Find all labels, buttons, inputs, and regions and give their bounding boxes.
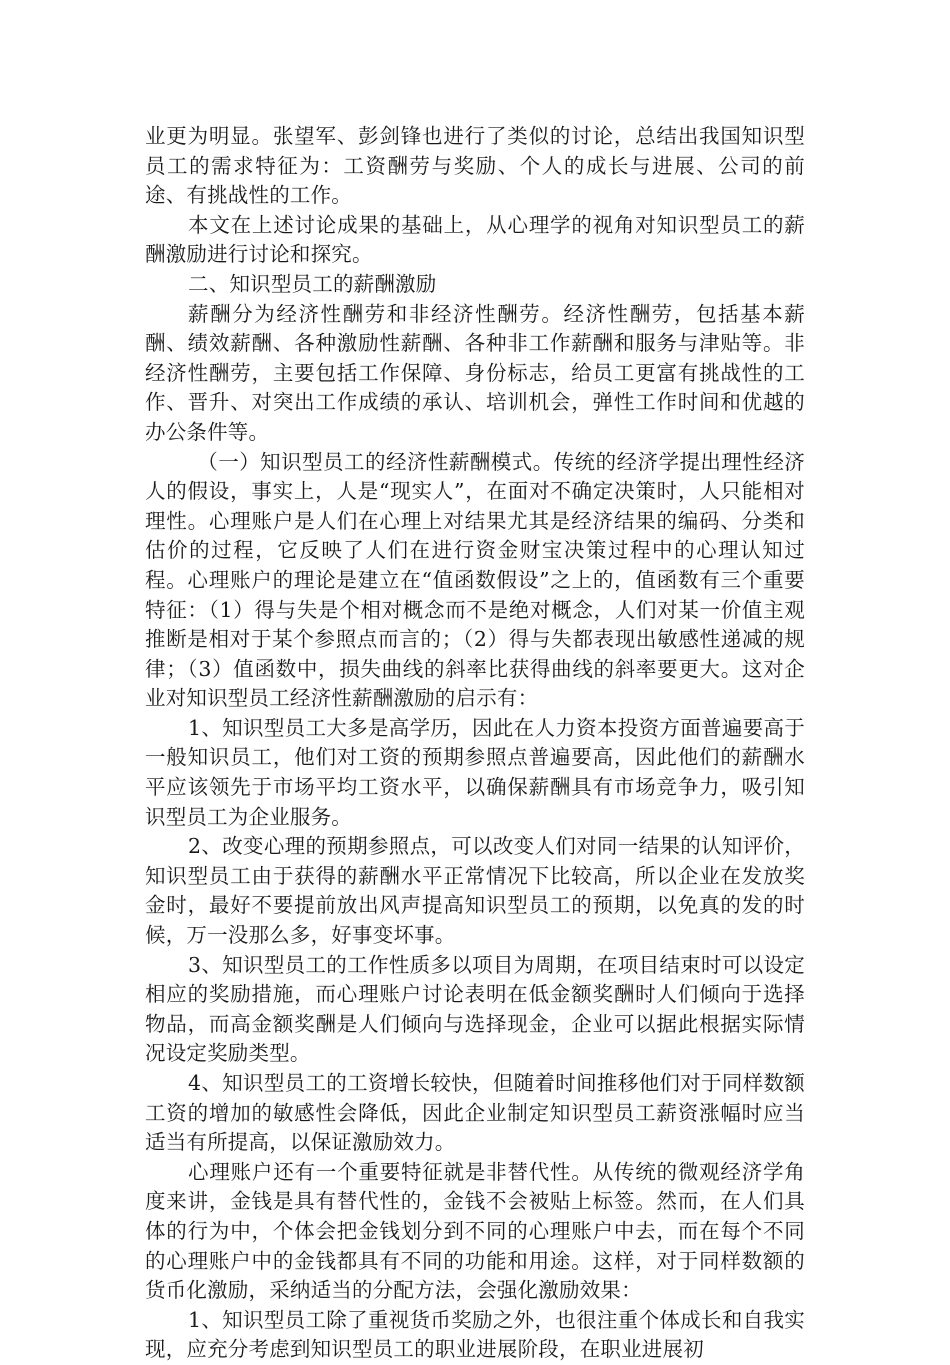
list-item-1-second: 1、知识型员工除了重视货币奖励之外，也很注重个体成长和自我实现，应充分考虑到知识型员工的职业进展阶段，在职业进展初 xyxy=(145,1307,805,1362)
list-item-4: 4、知识型员工的工资增长较快，但随着时间推移他们对于同样数额工资的增加的敏感性会降低，因此企业制定知识型员工薪资涨幅时应当适当有所提高，以保证激励效力。 xyxy=(145,1071,805,1155)
paragraph-economic-pay-model: （一）知识型员工的经济性薪酬模式。传统的经济学提出理性经济人的假设，事实上，人是“现实人”，在面对不确定决策时，人只能相对理性。心理账户是人们在心理上对结果尤其是经济结果的编码、分类和估价的过程，它反映了人们在进行资金财宝决策过程中的心理认知过程。心理账户的理论是建立在“值函数假设”之上的，值函数有三个重要特征：（1）得与失是个相对概念而不是绝对概念，人们对某一价值主观推断是相对于某个参照点而言的；（2）得与失都表现出敏感性递减的规律；（3）值函数中，损失曲线的斜率比获得曲线的斜率要更大。这对企业对知识型员工经济性薪酬激励的启示有： xyxy=(145,449,805,711)
paragraph-non-substitutability: 心理账户还有一个重要特征就是非替代性。从传统的微观经济学角度来讲，金钱是具有替代性的，金钱不会被贴上标签。然而，在人们具体的行为中，个体会把金钱划分到不同的心理账户中去，而在每个不同的心理账户中的金钱都具有不同的功能和用途。这样，对于同样数额的货币化激励，采纳适当的分配方法，会强化激励效果： xyxy=(145,1159,805,1303)
paragraph-needs-summary: 业更为明显。张望军、彭剑锋也进行了类似的讨论，总结出我国知识型员工的需求特征为：工资酬劳与奖励、个人的成长与进展、公司的前途、有挑战性的工作。 xyxy=(145,124,805,208)
list-item-2: 2、改变心理的预期参照点，可以改变人们对同一结果的认知评价，知识型员工由于获得的薪酬水平正常情况下比较高，所以企业在发放奖金时，最好不要提前放出风声提高知识型员工的预期，以免真的发的时候，万一没那么多，好事变坏事。 xyxy=(145,834,805,948)
section-heading: 二、知识型员工的薪酬激励 xyxy=(188,271,437,296)
paragraph-compensation-types: 薪酬分为经济性酬劳和非经济性酬劳。经济性酬劳，包括基本薪酬、绩效薪酬、各种激励性薪酬、各种非工作薪酬和服务与津贴等。非经济性酬劳，主要包括工作保障、身份标志，给员工更富有挑战性的工作、晋升、对突出工作成绩的承认、培训机会，弹性工作时间和优越的办公条件等。 xyxy=(145,301,805,444)
paragraph-research-purpose: 本文在上述讨论成果的基础上，从心理学的视角对知识型员工的薪酬激励进行讨论和探究。 xyxy=(145,212,805,267)
list-item-1: 1、知识型员工大多是高学历，因此在人力资本投资方面普遍要高于一般知识员工，他们对工资的预期参照点普遍要高，因此他们的薪酬水平应该领先于市场平均工资水平，以确保薪酬具有市场竞争力，吸引知识型员工为企业服务。 xyxy=(145,715,805,829)
list-item-3: 3、知识型员工的工作性质多以项目为周期，在项目结束时可以设定相应的奖励措施，而心理账户讨论表明在低金额奖酬时人们倾向于选择物品，而高金额奖酬是人们倾向与选择现金，企业可以据此根据实际情况设定奖励类型。 xyxy=(145,952,805,1066)
document-body xyxy=(145,122,805,1365)
